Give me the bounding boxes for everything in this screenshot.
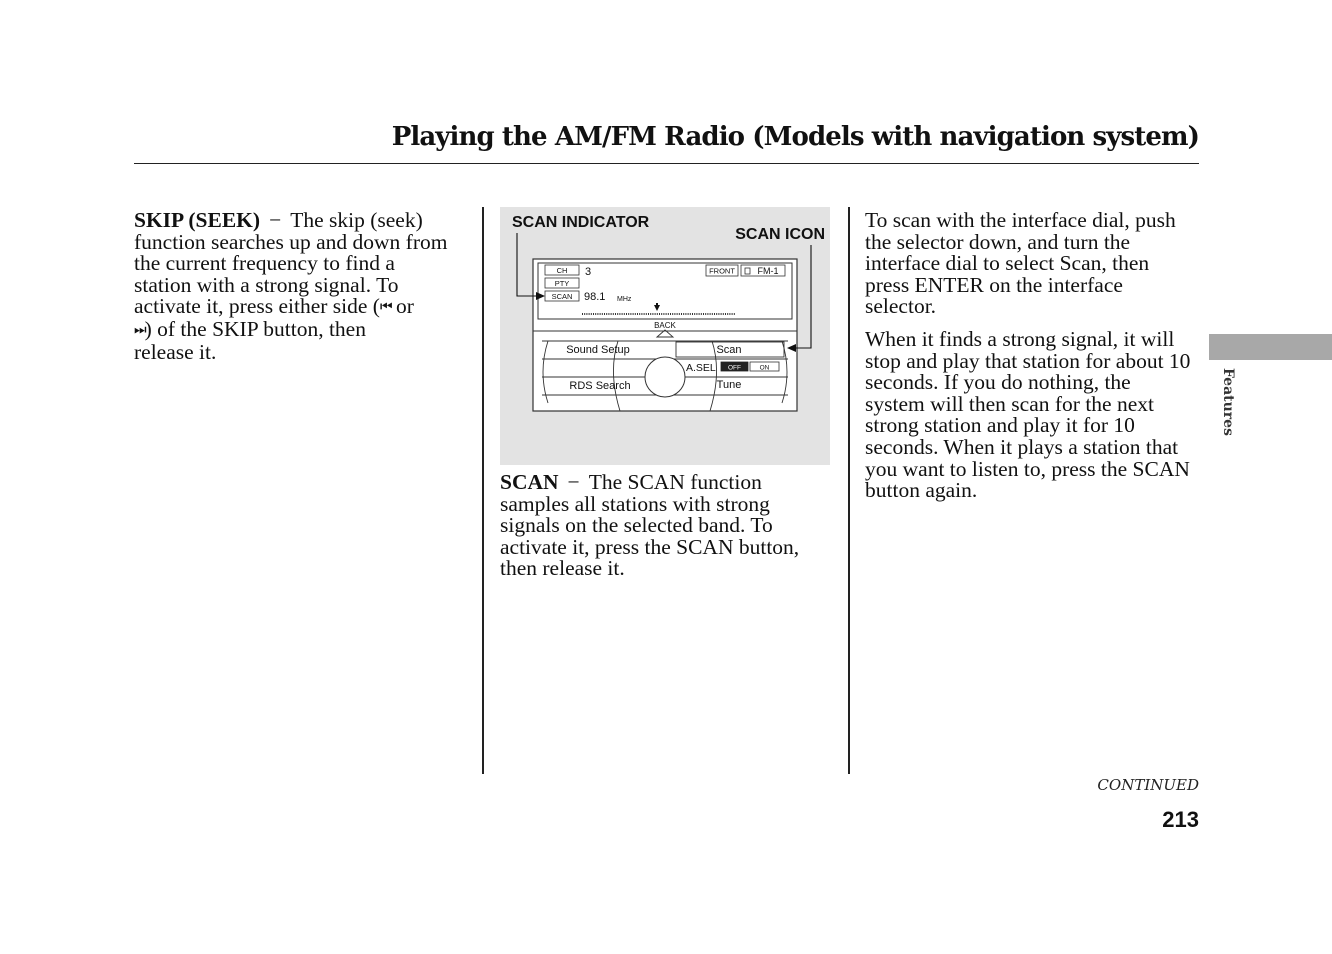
svg-text:CH: CH	[556, 266, 568, 275]
section-tab-label: Features	[1220, 368, 1236, 436]
skip-seek-section	[134, 210, 474, 363]
asel-off-toggle[interactable]	[721, 362, 748, 372]
scan-line-1: The SCAN function	[588, 470, 762, 494]
signal-line-3: seconds. If you do nothing, the	[865, 370, 1131, 395]
skip-or: or	[395, 294, 414, 319]
dial-line-2: the selector down, and turn the	[865, 229, 1131, 254]
back-label: BACK	[654, 321, 676, 330]
skip-line-3: the current frequency to find a	[134, 251, 395, 276]
section-tab	[1209, 334, 1332, 360]
signal-line-2: stop and play that station for about 10	[865, 348, 1191, 373]
scan-line-3: signals on the selected band. To	[500, 513, 773, 538]
menu-tune[interactable]: Tune	[716, 379, 742, 391]
frequency-unit: MHz	[617, 296, 632, 303]
scan-dash: −	[567, 470, 580, 494]
signal-line-7: you want to listen to, press the SCAN	[865, 456, 1190, 481]
scan-indicator-callout: SCAN INDICATOR	[512, 214, 650, 231]
scan-icon-callout: SCAN ICON	[735, 226, 825, 243]
column-divider-left	[482, 207, 484, 774]
asel-label: A.SEL	[686, 362, 716, 374]
skip-line-4: station with a strong signal. To	[134, 272, 399, 297]
dial-line-4: press ENTER on the interface	[865, 272, 1123, 297]
menu-rds-search[interactable]: RDS Search	[569, 380, 631, 392]
ch-button[interactable]	[545, 265, 579, 275]
page-number: 213	[1162, 807, 1199, 832]
page-title: Playing the AM/FM Radio (Models with navigation system)	[391, 122, 1199, 152]
svg-text:OFF: OFF	[728, 364, 741, 372]
skip-line-7: release it.	[134, 339, 217, 364]
preset-number: 3	[585, 266, 592, 278]
signal-line-4: system will then scan for the next	[865, 391, 1154, 416]
skip-heading: SKIP (SEEK)	[134, 208, 261, 232]
dial-line-1: To scan with the interface dial, push	[865, 208, 1176, 232]
scan-line-4: activate it, press the SCAN button,	[500, 534, 800, 559]
svg-text:FM-1: FM-1	[757, 266, 779, 276]
scan-line-2: samples all stations with strong	[500, 491, 770, 516]
signal-line-8: button again.	[865, 478, 978, 503]
dial-line-3: interface dial to select Scan, then	[865, 251, 1150, 276]
scan-heading: SCAN	[500, 470, 559, 494]
svg-text:ON: ON	[759, 364, 770, 372]
skip-dash: −	[269, 208, 282, 232]
frequency-readout: 98.1	[584, 291, 606, 303]
radio-display-illustration	[500, 207, 830, 465]
radio-display-figure	[500, 207, 830, 465]
band-badge	[741, 265, 785, 276]
skip-line-5: activate it, press either side (	[134, 294, 380, 319]
pty-button[interactable]	[545, 278, 579, 288]
skip-line-6: ) of the SKIP button, then	[144, 316, 366, 341]
menu-scan[interactable]: Scan	[716, 344, 742, 356]
signal-line-6: seconds. When it plays a station that	[865, 434, 1179, 459]
skip-line-1: The skip (seek)	[290, 208, 423, 232]
scan-section	[500, 472, 840, 580]
front-badge	[706, 265, 738, 276]
asel-on-toggle[interactable]	[750, 362, 779, 372]
scan-dial-paragraph	[865, 210, 1205, 318]
column-divider-right	[848, 207, 850, 774]
svg-text:PTY: PTY	[554, 279, 570, 288]
strong-signal-paragraph	[865, 329, 1210, 502]
title-divider	[134, 163, 1199, 164]
scan-button[interactable]	[545, 291, 579, 301]
continued-note: CONTINUED	[1097, 776, 1199, 794]
scan-line-5: then release it.	[500, 556, 625, 581]
svg-text:SCAN: SCAN	[551, 292, 573, 301]
skip-line-2: function searches up and down from	[134, 229, 448, 254]
skip-back-icon: ⏮	[379, 299, 391, 316]
signal-line-1: When it finds a strong signal, it will	[865, 327, 1175, 351]
dial-line-5: selector.	[865, 294, 937, 319]
svg-text:FRONT: FRONT	[709, 266, 735, 276]
skip-forward-icon: ⏭	[134, 321, 145, 338]
interface-dial-icon[interactable]	[645, 357, 685, 397]
menu-sound-setup[interactable]: Sound Setup	[566, 344, 630, 356]
signal-line-5: strong station and play it for 10	[865, 413, 1135, 438]
